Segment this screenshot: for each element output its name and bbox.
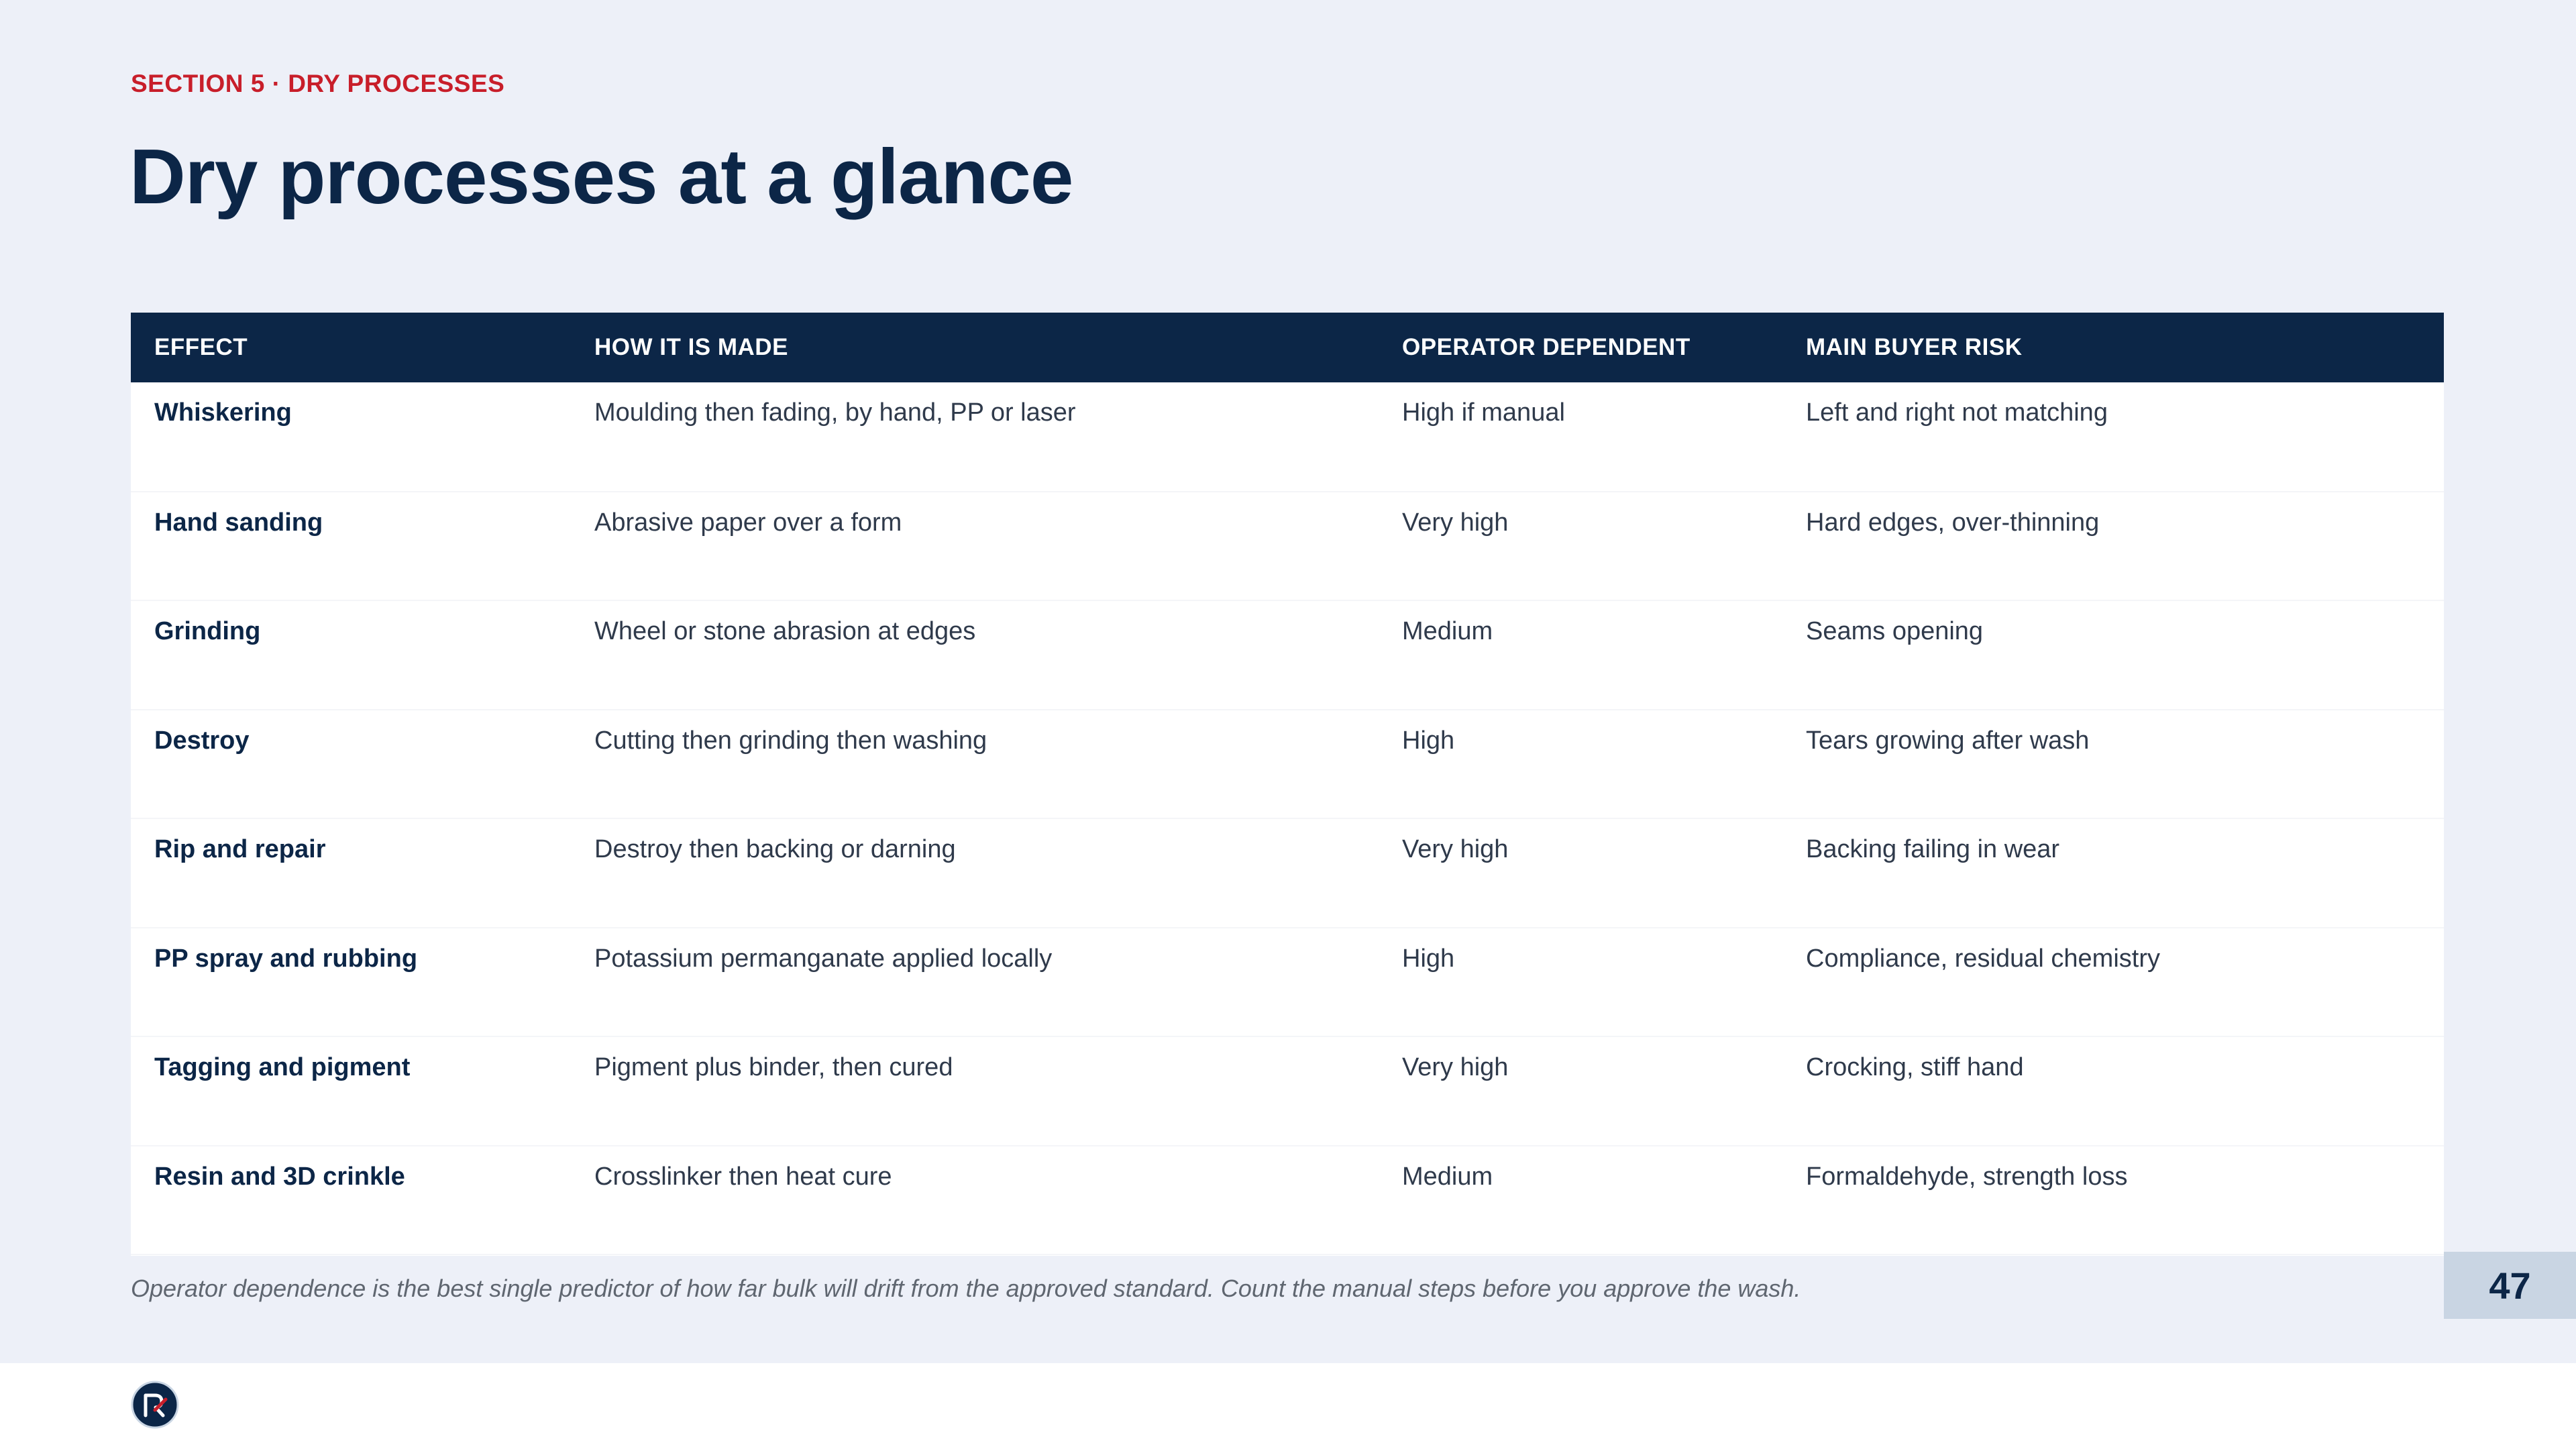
cell-effect: Hand sanding — [154, 508, 323, 537]
table-row — [131, 1036, 2444, 1146]
table-row — [131, 710, 2444, 819]
footnote: Operator dependence is the best single predictor of how far bulk will drift from the approved standard. Count the manual steps before you approve the wash. — [131, 1275, 1801, 1302]
table-row — [131, 1146, 2444, 1255]
cell-operator-dependent: Medium — [1402, 1162, 1493, 1191]
cell-buyer-risk: Formaldehyde, strength loss — [1806, 1162, 2128, 1191]
cell-effect: Destroy — [154, 726, 250, 755]
cell-operator-dependent: High — [1402, 944, 1455, 973]
cell-effect: Tagging and pigment — [154, 1053, 411, 1081]
column-header-operator-dependent: OPERATOR DEPENDENT — [1402, 334, 1690, 360]
cell-operator-dependent: Very high — [1402, 508, 1509, 537]
processes-table-container — [131, 313, 2444, 1256]
cell-buyer-risk: Left and right not matching — [1806, 398, 2108, 427]
cell-operator-dependent: Medium — [1402, 617, 1493, 645]
page-number-badge — [2444, 1252, 2576, 1319]
footer-bar — [0, 1363, 2576, 1449]
table-header — [131, 313, 2444, 382]
page-title: Dry processes at a glance — [129, 133, 1073, 220]
cell-buyer-risk: Hard edges, over-thinning — [1806, 508, 2100, 537]
cell-effect: Grinding — [154, 617, 261, 645]
cell-how-made: Potassium permanganate applied locally — [594, 944, 1053, 973]
processes-table — [131, 313, 2444, 1255]
cell-operator-dependent: High if manual — [1402, 398, 1565, 427]
cell-how-made: Wheel or stone abrasion at edges — [594, 617, 976, 645]
cell-operator-dependent: Very high — [1402, 1053, 1509, 1081]
column-header-how-made: HOW IT IS MADE — [594, 334, 788, 360]
cell-effect: Resin and 3D crinkle — [154, 1162, 405, 1191]
cell-effect: Rip and repair — [154, 835, 326, 863]
table-row — [131, 600, 2444, 710]
cell-buyer-risk: Backing failing in wear — [1806, 835, 2060, 863]
cell-operator-dependent: High — [1402, 726, 1455, 755]
cell-how-made: Moulding then fading, by hand, PP or laser — [594, 398, 1076, 427]
table-body — [131, 382, 2444, 1254]
cell-how-made: Crosslinker then heat cure — [594, 1162, 892, 1191]
table-header-row — [131, 313, 2444, 382]
cell-how-made: Abrasive paper over a form — [594, 508, 902, 537]
cell-buyer-risk: Crocking, stiff hand — [1806, 1053, 2024, 1081]
cell-how-made: Cutting then grinding then washing — [594, 726, 987, 755]
cell-operator-dependent: Very high — [1402, 835, 1509, 863]
cell-how-made: Destroy then backing or darning — [594, 835, 956, 863]
rx-logo-icon — [131, 1381, 179, 1429]
section-kicker: SECTION 5 · DRY PROCESSES — [131, 70, 505, 97]
table-row — [131, 928, 2444, 1037]
table-row — [131, 818, 2444, 928]
column-header-effect: EFFECT — [154, 334, 248, 360]
cell-buyer-risk: Seams opening — [1806, 617, 1984, 645]
cell-buyer-risk: Tears growing after wash — [1806, 726, 2090, 755]
table-row — [131, 492, 2444, 601]
cell-effect: Whiskering — [154, 398, 292, 427]
column-header-buyer-risk: MAIN BUYER RISK — [1806, 334, 2023, 360]
table-row — [131, 382, 2444, 492]
cell-how-made: Pigment plus binder, then cured — [594, 1053, 953, 1081]
cell-buyer-risk: Compliance, residual chemistry — [1806, 944, 2160, 973]
page-number: 47 — [2489, 1264, 2531, 1307]
cell-effect: PP spray and rubbing — [154, 944, 418, 973]
